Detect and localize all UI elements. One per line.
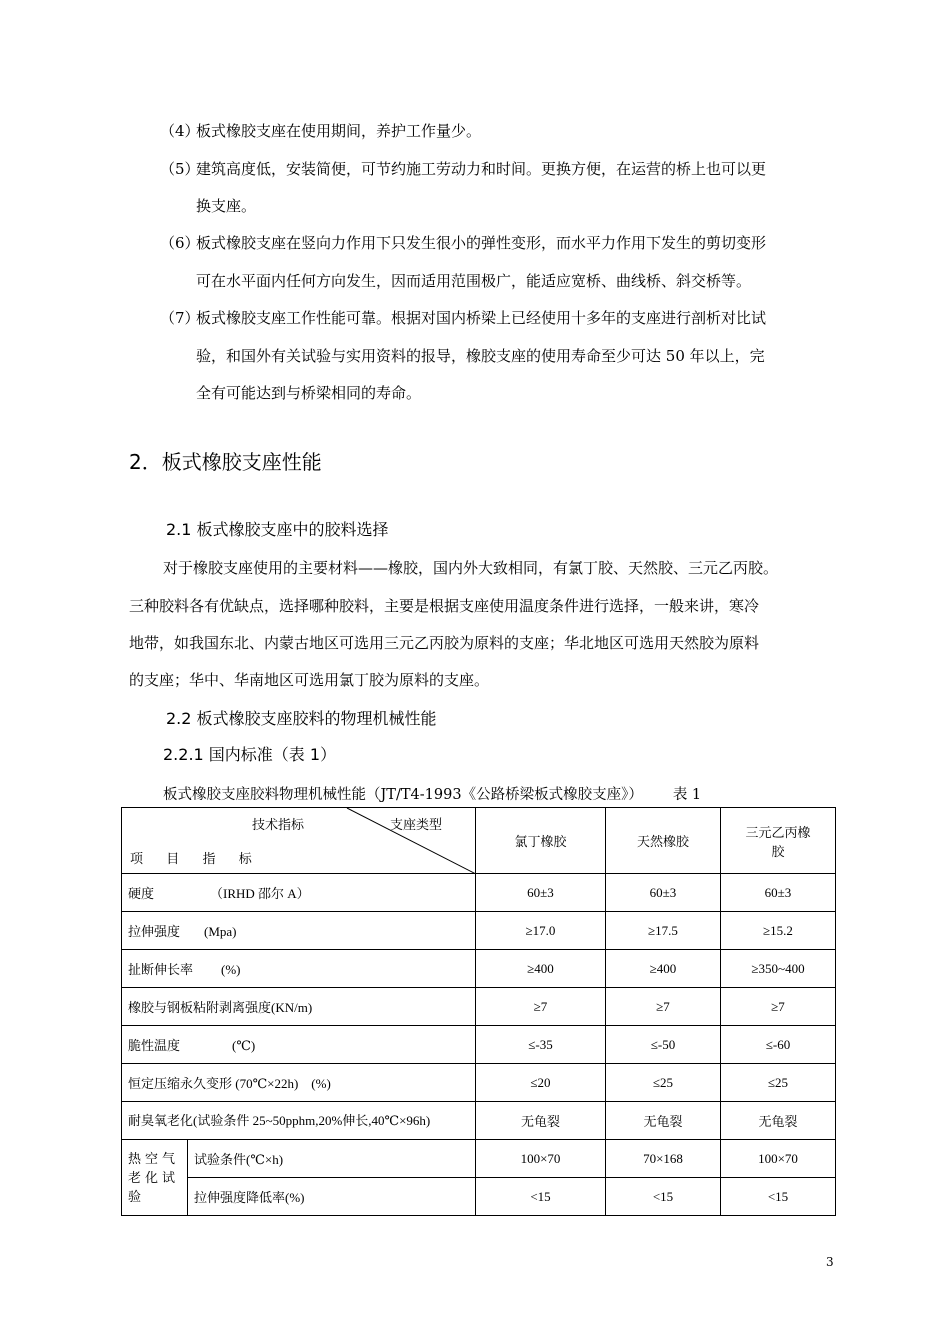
cell-value: ≥15.2 bbox=[721, 912, 836, 950]
cell-value: 无龟裂 bbox=[721, 1102, 836, 1140]
paragraph-line: 地带，如我国东北、内蒙古地区可选用三元乙丙胶为原料的支座；华北地区可选用天然胶为原料 bbox=[129, 634, 760, 652]
table-row bbox=[122, 988, 836, 1026]
table-row bbox=[122, 1102, 836, 1140]
table-row bbox=[122, 1064, 836, 1102]
cell-value: ≤-35 bbox=[476, 1026, 606, 1064]
paragraph-line: 三种胶料各有优缺点，选择哪种胶料，主要是根据支座使用温度条件进行选择，一般来讲，寒冷 bbox=[129, 597, 760, 615]
cell-value: 60±3 bbox=[606, 874, 721, 912]
cell-value: 无龟裂 bbox=[476, 1102, 606, 1140]
section-heading-2-2: 2.2 板式橡胶支座胶料的物理机械性能 bbox=[166, 709, 437, 728]
cell-value: ≤-60 bbox=[721, 1026, 836, 1064]
table-row bbox=[122, 1140, 836, 1178]
properties-table bbox=[121, 807, 836, 1216]
header-epdm: 三元乙丙橡胶 bbox=[721, 808, 836, 874]
row-label bbox=[122, 950, 476, 988]
cell-value: ≥7 bbox=[606, 988, 721, 1026]
header-natural-rubber: 天然橡胶 bbox=[606, 808, 721, 874]
cell-value: 60±3 bbox=[476, 874, 606, 912]
section-heading-2-1: 2.1 板式橡胶支座中的胶料选择 bbox=[166, 520, 389, 539]
row-label: 橡胶与钢板粘附剥离强度(KN/m) bbox=[122, 988, 476, 1026]
header-bearing-type: 支座类型 bbox=[390, 817, 443, 832]
list-text: 板式橡胶支座在使用期间，养护工作量少。 bbox=[196, 122, 482, 140]
row-unit: (℃) bbox=[232, 1038, 256, 1053]
cell-value: ≤-50 bbox=[606, 1026, 721, 1064]
header-chloroprene: 氯丁橡胶 bbox=[476, 808, 606, 874]
cell-value: ≥7 bbox=[476, 988, 606, 1026]
table-caption bbox=[163, 783, 701, 804]
row-label: 耐臭氧老化(试验条件 25~50pphm,20%伸长,40℃×96h) bbox=[122, 1102, 476, 1140]
row-name: 脆性温度 bbox=[128, 1038, 181, 1053]
table-row bbox=[122, 874, 836, 912]
list-number: （5） bbox=[160, 160, 200, 178]
table-row bbox=[122, 1178, 836, 1216]
cell-value: <15 bbox=[476, 1178, 606, 1216]
list-text: 全有可能达到与桥梁相同的寿命。 bbox=[196, 384, 422, 402]
table-caption-text: 板式橡胶支座胶料物理机械性能（JT/T4-1993《公路桥梁板式橡胶支座》） bbox=[163, 787, 643, 803]
page-number: 3 bbox=[826, 1255, 834, 1269]
diagonal-header-cell bbox=[122, 808, 476, 874]
row-name: 硬度 bbox=[128, 886, 155, 901]
row-unit: (%) bbox=[221, 962, 241, 977]
cell-value: ≤20 bbox=[476, 1064, 606, 1102]
paragraph-line: 的支座；华中、华南地区可选用氯丁胶为原料的支座。 bbox=[129, 671, 490, 689]
header-tech-index: 技术指标 bbox=[252, 817, 305, 832]
cell-value: ≤25 bbox=[721, 1064, 836, 1102]
list-text: 验，和国外有关试验与实用资料的报导，橡胶支座的使用寿命至少可达 50 年以上，完 bbox=[196, 347, 765, 365]
section-heading-2: 2．板式橡胶支座性能 bbox=[129, 450, 322, 474]
table-row bbox=[122, 1026, 836, 1064]
row-name: 拉伸强度 bbox=[128, 924, 181, 939]
cell-value: ≥400 bbox=[476, 950, 606, 988]
list-text: 板式橡胶支座工作性能可靠。根据对国内桥梁上已经使用十多年的支座进行剖析对比试 bbox=[196, 309, 767, 327]
heat-aging-label: 热空气老化试验 bbox=[122, 1140, 188, 1216]
row-label bbox=[122, 874, 476, 912]
row-label bbox=[122, 912, 476, 950]
cell-value: 70×168 bbox=[606, 1140, 721, 1178]
cell-value: ≥400 bbox=[606, 950, 721, 988]
row-label: 拉伸强度降低率(%) bbox=[188, 1178, 476, 1216]
list-text: 板式橡胶支座在竖向力作用下只发生很小的弹性变形，而水平力作用下发生的剪切变形 bbox=[196, 234, 767, 252]
cell-value: ≥350~400 bbox=[721, 950, 836, 988]
table-number: 表 1 bbox=[672, 787, 702, 803]
cell-value: ≤25 bbox=[606, 1064, 721, 1102]
row-label bbox=[122, 1026, 476, 1064]
section-heading-2-2-1: 2.2.1 国内标准（表 1） bbox=[163, 745, 337, 764]
list-text: 换支座。 bbox=[196, 197, 257, 215]
cell-value: <15 bbox=[606, 1178, 721, 1216]
row-name: 扯断伸长率 bbox=[128, 962, 194, 977]
list-number: （4） bbox=[160, 122, 200, 140]
table-row bbox=[122, 912, 836, 950]
cell-value: 无龟裂 bbox=[606, 1102, 721, 1140]
cell-value: <15 bbox=[721, 1178, 836, 1216]
list-number: （6） bbox=[160, 234, 200, 252]
row-unit: (Mpa) bbox=[204, 924, 237, 939]
paragraph-line: 对于橡胶支座使用的主要材料——橡胶，国内外大致相同，有氯丁胶、天然胶、三元乙丙胶。 bbox=[163, 559, 779, 577]
cell-value: 100×70 bbox=[721, 1140, 836, 1178]
cell-value: 60±3 bbox=[721, 874, 836, 912]
cell-value: ≥17.0 bbox=[476, 912, 606, 950]
list-number: （7） bbox=[160, 309, 200, 327]
cell-value: ≥7 bbox=[721, 988, 836, 1026]
row-label: 恒定压缩永久变形 (70℃×22h) (%) bbox=[122, 1064, 476, 1102]
table-row bbox=[122, 950, 836, 988]
list-text: 建筑高度低，安装简便，可节约施工劳动力和时间。更换方便，在运营的桥上也可以更 bbox=[196, 160, 767, 178]
table-header-row bbox=[122, 808, 836, 874]
row-unit: （IRHD 邵尔 A） bbox=[210, 886, 310, 901]
header-item-index: 项 目 指 标 bbox=[130, 851, 262, 866]
cell-value: 100×70 bbox=[476, 1140, 606, 1178]
list-text: 可在水平面内任何方向发生，因而适用范围极广，能适应宽桥、曲线桥、斜交桥等。 bbox=[196, 272, 752, 290]
row-label: 试验条件(℃×h) bbox=[188, 1140, 476, 1178]
cell-value: ≥17.5 bbox=[606, 912, 721, 950]
